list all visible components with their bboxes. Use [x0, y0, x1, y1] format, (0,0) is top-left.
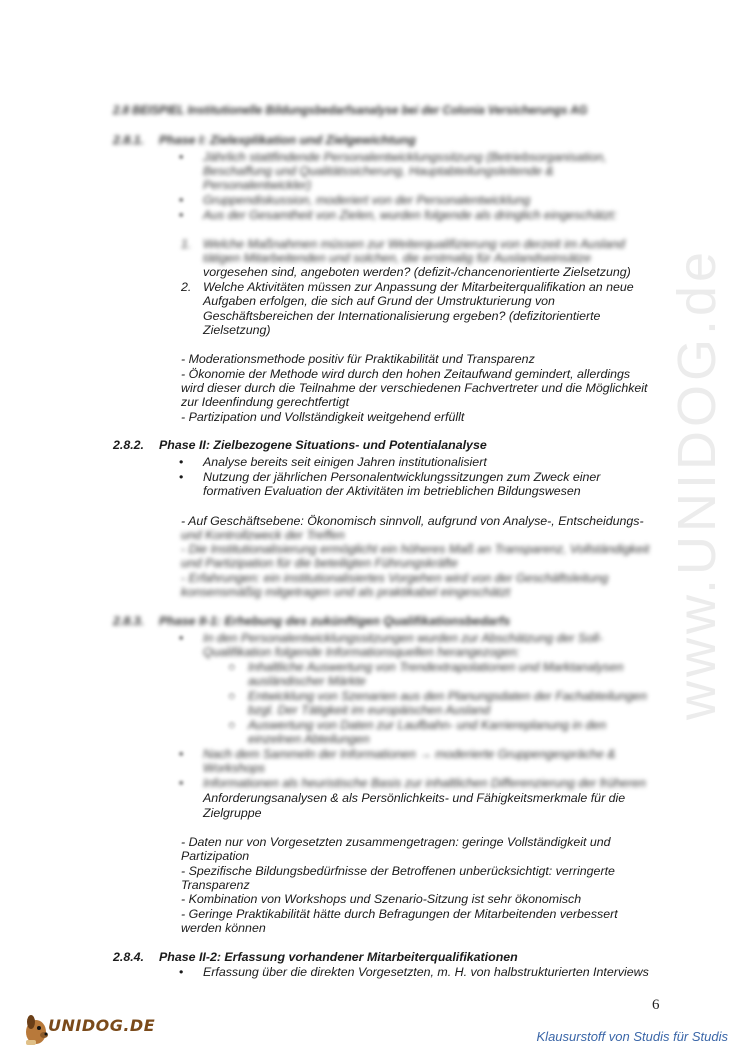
list-item-text: vorgesehen sind, angeboten werden? (defizit-/chancenorientierte Zielsetzung)	[203, 265, 631, 279]
section-title: Phase II: Zielbezogene Situations- und Potentialanalyse	[159, 438, 487, 452]
bullet-icon: •	[179, 747, 184, 761]
document-heading: 2.8 BEISPIEL Institutionelle Bildungsbedarfsanalyse bei der Colonia Versicherungs AG	[113, 105, 588, 117]
bullet-icon: •	[179, 455, 184, 469]
note-line: - Geringe Praktikabilität hätte durch Befragungen der Mitarbeitenden verbessert	[181, 907, 618, 921]
sub-bullet-icon: ○	[228, 689, 236, 703]
section-number: 2.8.2.	[113, 438, 145, 452]
bullet-text: In den Personalentwicklungssitzungen wurden zur Abschätzung der Soll-	[203, 631, 603, 645]
bullet-text: Analyse bereits seit einigen Jahren institutionalisiert	[203, 455, 487, 469]
bullet-icon: •	[179, 193, 184, 207]
footer-tagline: Klausurstoff von Studis für Studis	[536, 1029, 728, 1044]
note-line: und Kontrollzweck der Treffen	[181, 528, 345, 542]
list-number: 2.	[181, 280, 192, 294]
note-line: - Moderationsmethode positiv für Praktikabilität und Transparenz	[181, 352, 535, 366]
note-line: zur Ideenfindung gerechtfertigt	[181, 395, 350, 409]
list-item-text: Welche Maßnahmen müssen zur Weiterqualifizierung von derzeit im Ausland	[203, 237, 625, 251]
bullet-text: Zielgruppe	[203, 806, 262, 820]
section-number: 2.8.1.	[113, 133, 145, 147]
bullet-icon: •	[179, 965, 184, 979]
bullet-icon: •	[179, 470, 184, 484]
sub-bullet-icon: ○	[228, 718, 236, 732]
bullet-text: Nach dem Sammeln der Informationen → moderierte Gruppengespräche &	[203, 747, 616, 761]
note-line: - Kombination von Workshops und Szenario-Sitzung ist sehr ökonomisch	[181, 892, 582, 906]
note-line: Partizipation	[181, 849, 250, 863]
note-line: wird dieser durch die Teilnahme der verschiedenen Fachvertreter und die Möglichkeit	[181, 381, 648, 395]
section-number: 2.8.4.	[113, 950, 145, 964]
sub-bullet-text: Entwicklung von Szenarien aus den Planungsdaten der Fachabteilungen	[248, 689, 647, 703]
bullet-text: formativen Evaluation der Aktivitäten im betrieblichen Bildungswesen	[203, 484, 581, 498]
note-line: werden können	[181, 921, 266, 935]
note-line: - Spezifische Bildungsbedürfnisse der Betroffenen unberücksichtigt: verringerte	[181, 864, 615, 878]
section-title: Phase II-1: Erhebung des zukünftigen Qualifikationsbedarfs	[159, 614, 511, 628]
sub-bullet-text: Inhaltliche Auswertung von Trendextrapolationen und Marktanalysen	[248, 660, 624, 674]
sub-bullet-text: einzelnen Abteilungen	[248, 732, 370, 746]
note-line: - Daten nur von Vorgesetzten zusammengetragen: geringe Vollständigkeit und	[181, 835, 611, 849]
note-line: - Ökonomie der Methode wird durch den hohen Zeitaufwand gemindert, allerdings	[181, 367, 631, 381]
sub-bullet-text: ausländischer Märkte	[248, 674, 366, 688]
note-line: - Auf Geschäftsebene: Ökonomisch sinnvoll, aufgrund von Analyse-, Entscheidungs-	[181, 514, 644, 528]
bullet-icon: •	[179, 631, 184, 645]
bullet-text: Jährlich stattfindende Personalentwicklungssitzung (Betriebsorganisation,	[203, 150, 607, 164]
sub-bullet-text: Auswertung von Daten zur Laufbahn- und Karriereplanung in den	[248, 718, 607, 732]
bullet-text: Qualifikation folgende Informationsquellen herangezogen:	[203, 645, 520, 659]
watermark: www.UNIDOG.de	[667, 247, 727, 720]
bullet-text: Erfassung über die direkten Vorgesetzten, m. H. von halbstrukturierten Interviews	[203, 965, 649, 979]
note-line: und Partizipation für die beteiligten Führungskräfte	[181, 556, 458, 570]
bullet-text: Informationen als heuristische Basis zur inhaltlichen Differenzierung der früheren	[203, 776, 646, 790]
bullet-text: Personalentwickler)	[203, 178, 312, 192]
section-title: Phase II-2: Erfassung vorhandener Mitarbeiterqualifikationen	[159, 950, 518, 964]
note-line: - Die Institutionalisierung ermöglicht ein höheres Maß an Transparenz, Vollständigkeit	[181, 542, 650, 556]
sub-bullet-icon: ○	[228, 660, 236, 674]
bullet-icon: •	[179, 776, 184, 790]
logo-text: UNIDOG.DE	[48, 1016, 156, 1035]
list-item-text: Aufgaben erfolgen, die sich auf Grund der Umstrukturierung von	[203, 294, 555, 308]
bullet-text: Workshops	[203, 761, 265, 775]
section-number: 2.8.3.	[113, 614, 145, 628]
bullet-text: Aus der Gesamtheit von Zielen, wurden folgende als dringlich eingeschätzt:	[203, 208, 617, 222]
note-line: Transparenz	[181, 878, 250, 892]
note-line: konsensmäßig mitgetragen und als praktikabel eingeschätzt	[181, 585, 511, 599]
note-line: - Erfahrungen: ein institutionalisiertes Vorgehen wird von der Geschäftsleitung	[181, 571, 609, 585]
section-title: Phase I: Zielexplikation und Zielgewichtung	[159, 133, 416, 147]
sub-bullet-text: bzgl. Der Tätigkeit im europäischen Ausland	[248, 703, 490, 717]
list-item-text: Welche Aktivitäten müssen zur Anpassung der Mitarbeiterqualifikation an neue	[203, 280, 634, 294]
page-number: 6	[652, 997, 660, 1013]
list-item-text: tätigen Mitarbeitenden und solchen, die erstmalig für Auslandseinsätze	[203, 251, 592, 265]
list-number: 1.	[181, 237, 192, 251]
bullet-text: Beschaffung und Qualitätssicherung, Hauptabteilungsleitende &	[203, 164, 554, 178]
bullet-icon: •	[179, 150, 184, 164]
note-line: - Partizipation und Vollständigkeit weitgehend erfüllt	[181, 410, 465, 424]
list-item-text: Geschäftsbereichen der Internationalisierung ergeben? (defizitorientierte	[203, 309, 601, 323]
bullet-text: Nutzung der jährlichen Personalentwicklungssitzungen zum Zweck einer	[203, 470, 601, 484]
bullet-text: Anforderungsanalysen & als Persönlichkeits- und Fähigkeitsmerkmale für die	[203, 791, 626, 805]
list-item-text: Zielsetzung)	[203, 323, 271, 337]
bullet-text: Gruppendiskussion, moderiert von der Personalentwicklung	[203, 193, 531, 207]
bullet-icon: •	[179, 208, 184, 222]
